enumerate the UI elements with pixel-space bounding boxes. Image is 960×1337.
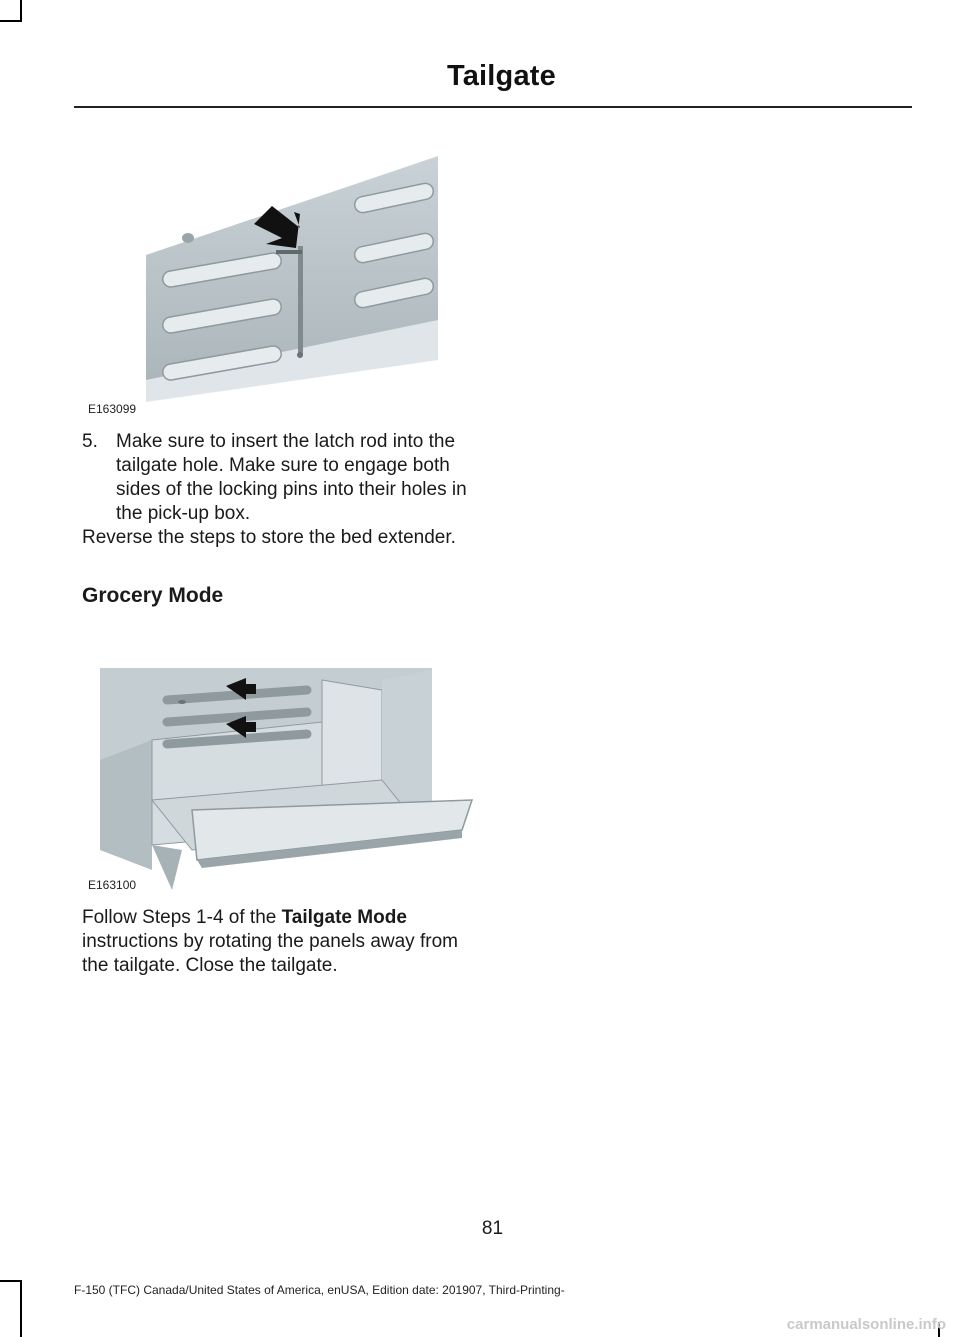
crop-mark — [0, 20, 22, 22]
section-heading: Grocery Mode — [82, 584, 224, 607]
crop-mark — [20, 0, 22, 22]
crop-mark — [20, 1280, 22, 1337]
figure-code: E163100 — [88, 878, 137, 892]
paragraph-follow-bold: Tailgate Mode — [281, 907, 407, 928]
figure-code: E163099 — [88, 402, 137, 416]
edition-footer: F-150 (TFC) Canada/United States of America, enUSA, Edition date: 201907, Third-Printing- — [74, 1283, 565, 1297]
grocery-mode-illustration — [82, 660, 477, 895]
latch-rod-illustration — [82, 150, 442, 415]
paragraph-follow-prefix: Follow Steps 1-4 of the — [82, 907, 282, 928]
paragraph-reverse: Reverse the steps to store the bed extender. — [82, 527, 456, 548]
paragraph-follow — [82, 906, 482, 978]
step-text: Make sure to insert the latch rod into the tailgate hole. Make sure to engage both sides of the locking pins into their holes in the pick-up box. — [116, 431, 467, 524]
crop-mark — [0, 1280, 22, 1282]
paragraph-follow-suffix: instructions by rotating the panels away from the tailgate. Close the tailgate. — [82, 931, 458, 976]
step-number: 5. — [82, 431, 98, 452]
page-number: 81 — [481, 1218, 504, 1239]
figure-latch-rod — [82, 150, 442, 415]
step-item — [82, 430, 482, 526]
watermark: carmanualsonline.info — [786, 1316, 946, 1333]
figure-grocery-mode — [82, 660, 477, 895]
page-title: Tailgate — [446, 60, 556, 92]
title-divider — [74, 106, 912, 108]
